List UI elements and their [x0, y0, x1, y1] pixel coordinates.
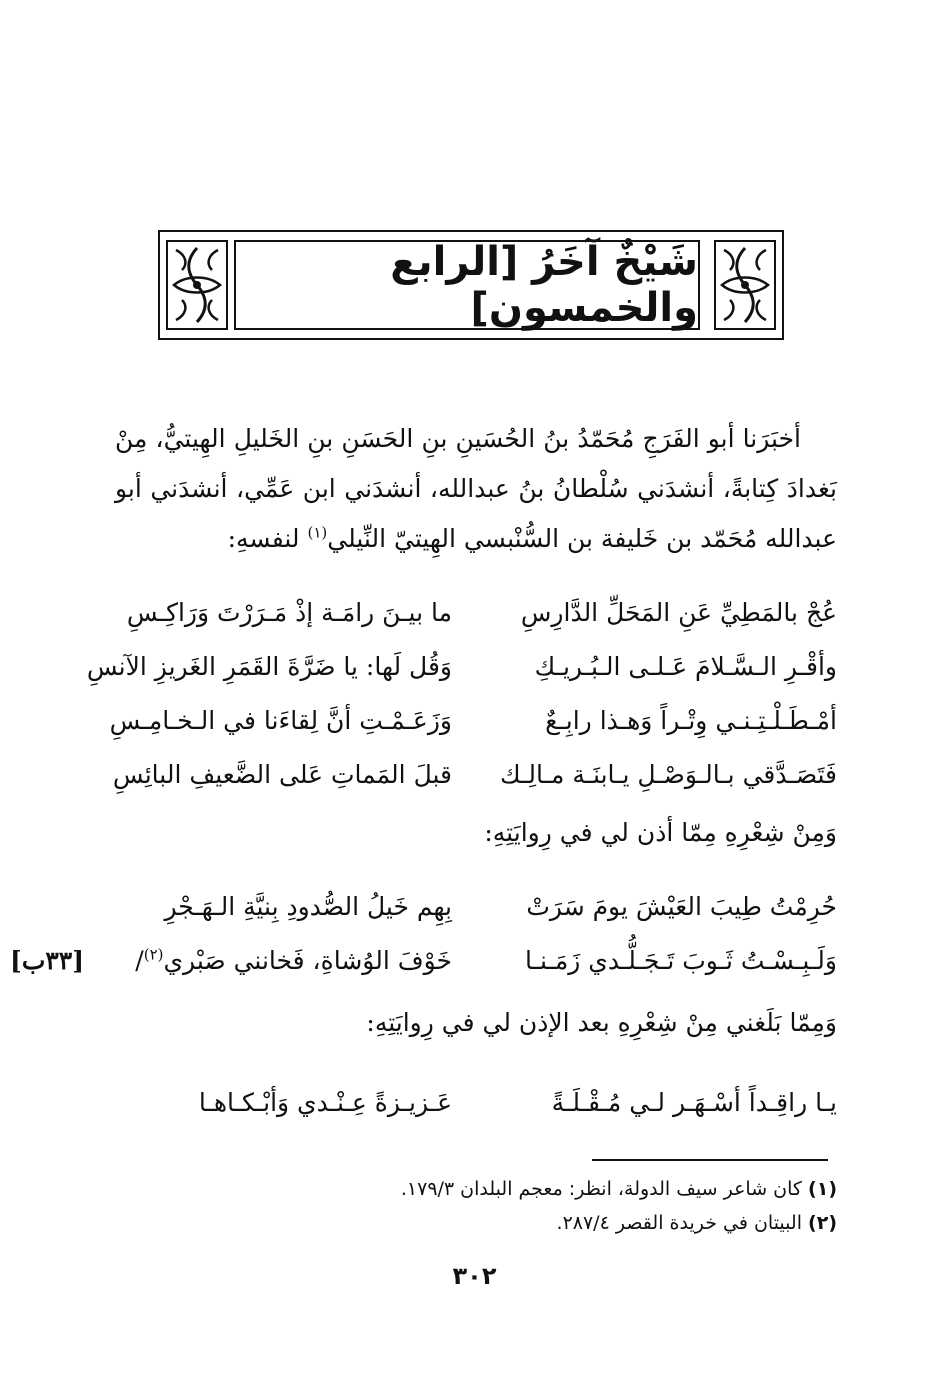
section-intro: وَمِنْ شِعْرِهِ مِمّا أذن لي في رِوايَتِهِ: — [484, 818, 837, 847]
hemistich-second: بِهِم خَيلُ الصُّدودِ بِنيَّةِ الـهَـجْرِ — [164, 892, 452, 921]
verse-line — [92, 706, 837, 756]
verse-line — [86, 652, 837, 702]
intro-paragraph — [115, 414, 837, 564]
footnote-divider — [592, 1159, 828, 1161]
footnote-text: كان شاعر سيف الدولة، انظر: معجم البلدان ١٧٩/٣. — [400, 1178, 802, 1200]
hemistich-first: حُرِمْتُ طِيبَ العَيْشَ يومَ سَرَتْ — [526, 892, 837, 921]
verse-line — [92, 760, 837, 810]
hemistich-text: خَوْفَ الوُشاةِ، فَخانني صَبْري — [163, 946, 452, 975]
hemistich-first: يـا راقِـداً أسْـهَـر لـي مُـقْـلَـةً — [551, 1088, 837, 1117]
footnote — [401, 1178, 837, 1200]
floral-ornament-icon — [166, 240, 228, 330]
footnote-ref[interactable]: (٢) — [143, 945, 164, 964]
footnote — [557, 1212, 837, 1234]
hemistich-second: وَقُل لَها: يا ضَرَّةَ القَمَرِ الغَريزِ الآنسِ — [86, 652, 452, 681]
hemistich-second: قبلَ المَماتِ عَلى الضَّعيفِ البائِسِ — [112, 760, 452, 789]
footnote-number: (٢) — [808, 1212, 837, 1234]
verse-line — [92, 598, 837, 648]
hemistich-second: عَـزيـزةً عِـنْـدي وَأبْـكـاهـا — [198, 1088, 452, 1117]
hemistich-first: عُجْ بالمَطِيِّ عَنِ المَحَلِّ الدَّارِسِ — [520, 598, 837, 627]
section-intro: وَمِمّا بَلَغني مِنْ شِعْرِهِ بعد الإذن لي في رِوايَتِهِ: — [366, 1008, 837, 1037]
hemistich-first: وأقْـرِ الـسَّـلامَ عَـلـى الـبُـريـكِ — [534, 652, 837, 681]
hemistich-first: وَلَـبِـسْـتُ ثَـوبَ تَـجَـلُّـدي زَمَـنـا — [525, 946, 837, 975]
chapter-title: شَيْخٌ آخَرُ [الرابع والخمسون] — [234, 240, 700, 330]
footnote-text: البيتان في خريدة القصر ٢٨٧/٤. — [556, 1212, 802, 1234]
verse-line — [92, 1088, 837, 1138]
footnote-ref[interactable]: (١) — [307, 523, 328, 542]
hemistich-second: ما بيـنَ رامَـة إذْ مَـرَرْتَ وَرَاكِـسِ — [126, 598, 452, 627]
intro-text: أخبَرَنا أبو الفَرَجِ مُحَمّدُ بنُ الحُسَينِ بنِ الحَسَنِ بنِ الخَليلِ الهِيتيُّ، مِنْ بَغدادَ كِتابةً، أنشدَني سُلْطانُ بنُ عبدالله، أنشدَني ابن عَمِّي، أنشدَني أبو عبدالله مُحَمّد بن خَليفة بن السُّنْبسي الهِيتيّ النِّيلي — [115, 424, 837, 553]
hemistich-second — [92, 946, 452, 975]
folio-slash: / — [135, 946, 144, 975]
footnote-number: (١) — [808, 1178, 837, 1200]
hemistich-second: وَزَعَـمْـتِ أنَّ لِقاءَنا في الـخـامِـسِ — [109, 706, 452, 735]
hemistich-first: فَتَصَـدَّقي بـالـوَصْـلِ يـابنَـة مـالِـك — [500, 760, 837, 789]
page-number: ٣٠٢ — [452, 1262, 497, 1290]
floral-ornament-icon — [714, 240, 776, 330]
verse-line — [92, 892, 837, 942]
verse-line — [92, 946, 837, 996]
intro-tail: لنفسهِ: — [227, 524, 308, 553]
folio-marker: [٣٣ب] — [10, 946, 85, 975]
chapter-title-frame — [158, 230, 784, 340]
hemistich-first: أمْـطَـلْـتِـنـي وِتْـراً وَهـذا رابِـعٌ — [545, 706, 837, 735]
